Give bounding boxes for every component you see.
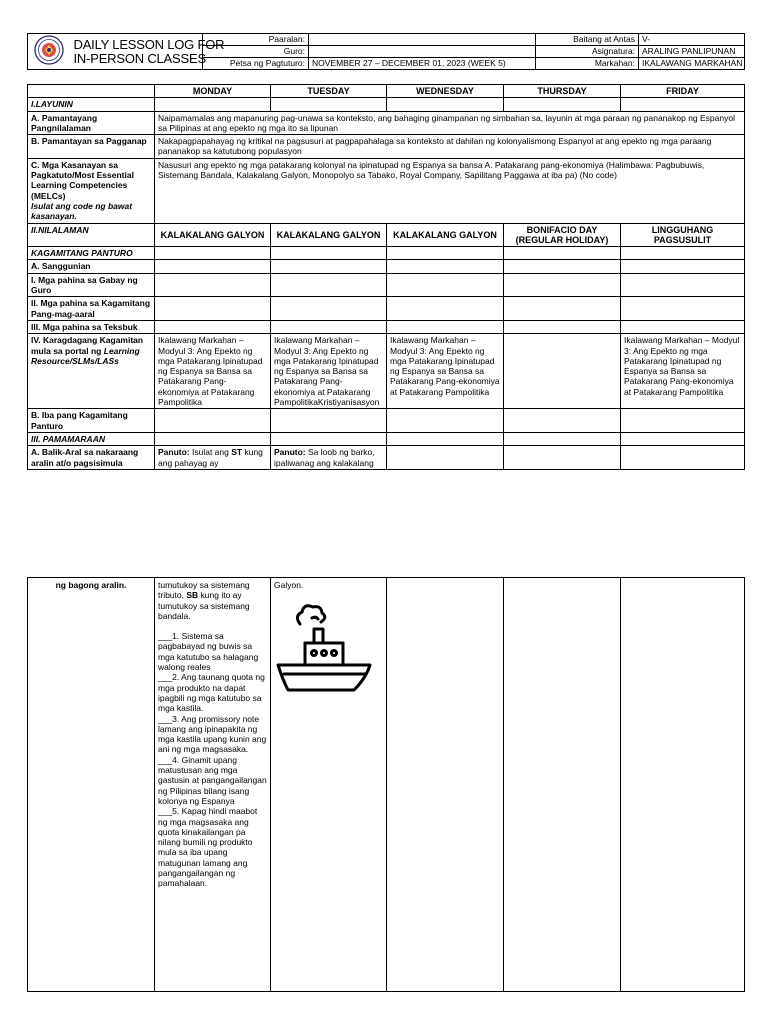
nilalaman-heading: II.NILALAMAN xyxy=(28,223,155,247)
gabay-label: I. Mga pahina sa Gabay ng Guro xyxy=(28,273,155,297)
pamamaraan-heading: III. PAMAMARAAN xyxy=(28,432,155,445)
topic-friday: LINGGUHANG PAGSUSULIT xyxy=(621,223,745,247)
title-line-1: DAILY LESSON LOG FOR xyxy=(73,36,225,52)
teksbuk-label: III. Mga pahina sa Teksbuk xyxy=(28,320,155,333)
melcs-label: C. Mga Kasanayan sa Pagkatuto/Most Essential Learning Competencies (MELCs) xyxy=(31,159,134,201)
markahan-label: Markahan: xyxy=(536,58,639,70)
lesson-log-continuation xyxy=(27,577,745,992)
day-header-tuesday: TUESDAY xyxy=(271,85,387,98)
topic-thursday: BONIFACIO DAY (REGULAR HOLIDAY) xyxy=(504,223,621,247)
activity-tuesday-intro xyxy=(271,446,387,470)
guro-label: Guro: xyxy=(203,46,309,58)
day-header-monday: MONDAY xyxy=(155,85,271,98)
panuto-label-monday: Panuto: xyxy=(158,447,190,458)
quiz-item-1: ___1. Sistema sa pagbabayad ng buwis sa mga katutubo sa halagang walong reales xyxy=(158,631,259,673)
karagdagang-italic: Learning Resource/SLMs/LASs xyxy=(31,345,140,366)
panuto-text-tuesday: Sa loob ng barko, ipaliwanag ang kalakalang xyxy=(274,447,375,468)
monday-instruction-cont xyxy=(158,580,267,621)
petsa-label: Petsa ng Pagtuturo: xyxy=(203,58,309,70)
petsa-field[interactable]: NOVEMBER 27 – DECEMBER 01, 2023 (WEEK 5) xyxy=(309,58,536,70)
pamantayang-label: A. Pamantayang Pangnilalaman xyxy=(28,111,155,135)
header-table xyxy=(27,33,745,70)
panuto-text-monday-a: Isulat ang xyxy=(189,447,232,458)
karagdagang-label-cell xyxy=(28,334,155,409)
lesson-log-table xyxy=(27,84,745,470)
quiz-item-2: ___2. Ang taunang quota ng mga produkto na dapat ipagbili ng mga katutubo sa mga kastila. xyxy=(158,672,265,714)
markahan-field[interactable]: IKALAWANG MARKAHAN xyxy=(639,58,745,70)
asignatura-field[interactable]: ARALING PANLIPUNAN xyxy=(639,46,745,58)
baitang-label: Baitang at Antas xyxy=(536,34,639,46)
resource-monday: Ikalawang Markahan – Modyul 3: Ang Epekto ng mga Patakarang Ipinatupad ng Espanya sa Bansa sa Patakarang Pang-ekonomiya at Patakarang Pampolitika xyxy=(155,334,271,409)
melcs-label-cell xyxy=(28,158,155,223)
pagganap-text: Nakapagpapahayag ng kritikal na pagsusuri at pagpapahalaga sa konteksto at dahilan ng kolonyalismong Espanyol at ang epekto ng mga paraang pananakop sa katutubong populasyon xyxy=(155,135,745,159)
title-line-2: IN-PERSON CLASSES xyxy=(73,50,206,66)
asignatura-label: Asignatura: xyxy=(536,46,639,58)
pagganap-label: B. Pamantayan sa Pagganap xyxy=(28,135,155,159)
resource-tuesday: Ikalawang Markahan – Modyul 3: Ang Epekto ng mga Patakarang Ipinatupad ng Espanya sa Bansa sa Patakarang Pang-ekonomiya at Patakarang PampolitikaKristiyanisasyon xyxy=(271,334,387,409)
ship-icon xyxy=(274,596,378,700)
resource-thursday xyxy=(504,334,621,409)
topic-monday: KALAKALANG GALYON xyxy=(155,223,271,247)
quiz-item-5: ___5. Kapag hindi maabot ng mga magsasaka ang quota kinakailangan pa nilang bumili ng produkto mula sa iba upang matugunan lamang ang pangangailangan ng pamahalaan. xyxy=(158,806,258,889)
day-header-wednesday: WEDNESDAY xyxy=(387,85,504,98)
balik-aral-label: A. Balik-Aral sa nakaraang aralin at/o pagsisimula xyxy=(28,446,155,470)
quiz-item-4: ___4. Ginamit upang matustusan ang mga gastusin at pangangailangan ng Pilipinas bilang isang kolonya ng Espanya xyxy=(158,754,267,806)
activity-monday xyxy=(155,578,271,992)
quiz-item-3: ___3. Ang promissory note lamang ang ipinapakita ng mga kastila upang kunin ang ani ng mga magsasaka. xyxy=(158,713,267,755)
balik-aral-cont-label: ng bagong aralin. xyxy=(28,578,155,992)
topic-wednesday: KALAKALANG GALYON xyxy=(387,223,504,247)
paaralan-field[interactable] xyxy=(309,34,536,46)
layunin-heading: I.LAYUNIN xyxy=(28,98,155,111)
resource-wednesday: Ikalawang Markahan – Modyul 3: Ang Epekto ng mga Patakarang Ipinatupad ng Espanya sa Bansa sa Patakarang Pang-ekonomiya at Patakarang Pampolitika xyxy=(387,334,504,409)
panuto-label-tuesday: Panuto: xyxy=(274,447,306,458)
activity-monday-intro xyxy=(155,446,271,470)
logo-cell xyxy=(28,34,71,70)
day-header-friday: FRIDAY xyxy=(621,85,745,98)
karagdagang-label: IV. Karagdagang Kagamitan mula sa portal ng xyxy=(31,335,144,356)
monday-cont-b: kung ito ay tumutukoy sa sistemang bandala. xyxy=(158,590,250,621)
st-keyword: ST xyxy=(231,447,243,458)
melcs-note: Isulat ang code ng bawat kasanayan. xyxy=(31,200,133,222)
paaralan-label: Paaralan: xyxy=(203,34,309,46)
sanggunian-label: A. Sanggunian xyxy=(28,260,155,273)
kagamitang-pang-mag-aaral-label: II. Mga pahina sa Kagamitang Pang-mag-aaral xyxy=(28,297,155,321)
monday-cont-a: tumutukoy sa sistemang tributo, xyxy=(158,580,250,601)
iba-pang-label: B. Iba pang Kagamitang Panturo xyxy=(28,409,155,433)
activity-tuesday xyxy=(271,578,387,992)
resource-friday: Ikalawang Markahan – Modyul 3: Ang Epekto ng mga Patakarang Ipinatupad ng Espanya sa Bansa sa Patakarang Pang-ekonomiya at Patakarang Pampolitika xyxy=(621,334,745,409)
panuto-text-monday-b: kung ang pahayag ay xyxy=(158,447,263,468)
melcs-text: Nasusuri ang epekto ng mga patakarang kolonyal na ipinatupad ng Espanya sa bansa A. Patakarang pang-ekonomiya (Halimbawa: Pagbubuwis, Sistemang Bandala, Kalakalang Galyon, Monopolyo sa Tabako, Royal Company, Sapilitang Paggawa at iba pa) (No code) xyxy=(155,158,745,223)
topic-tuesday: KALAKALANG GALYON xyxy=(271,223,387,247)
deped-seal-icon xyxy=(34,35,64,65)
pamantayang-text: Naipamamalas ang mapanuring pag-unawa sa konteksto, ang bahaging ginampanan ng simbahan sa, layunin at mga paraan ng pananakop ng Espanyol sa Pilipinas at ang epekto ng mga ito sa lipunan xyxy=(155,111,745,135)
baitang-field[interactable]: V- xyxy=(639,34,745,46)
kagamitan-heading: KAGAMITANG PANTURO xyxy=(28,247,155,260)
guro-field[interactable] xyxy=(309,46,536,58)
sb-keyword: SB xyxy=(186,590,199,601)
corner-cell xyxy=(28,85,155,98)
log-title xyxy=(71,34,225,70)
day-header-thursday: THURSDAY xyxy=(504,85,621,98)
tuesday-cont: Galyon. xyxy=(274,580,304,590)
